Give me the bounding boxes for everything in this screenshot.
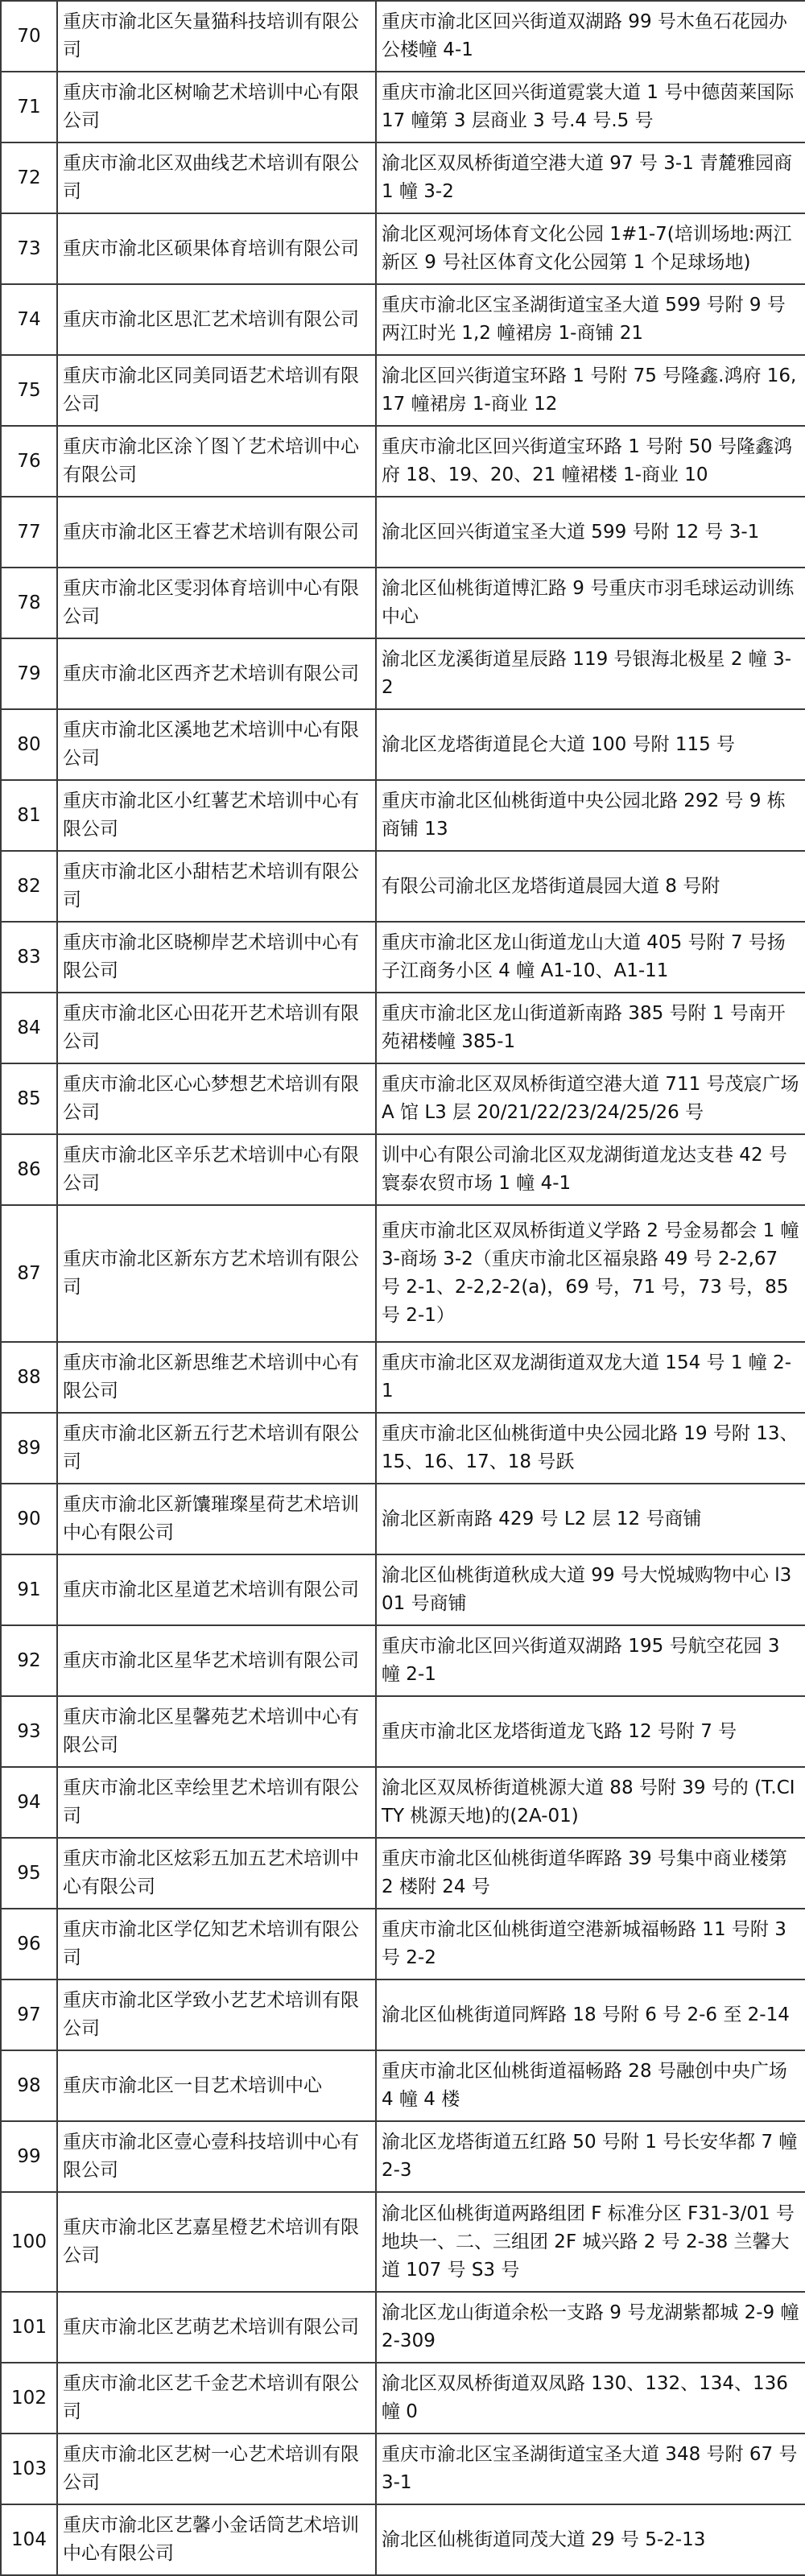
row-number: 100 (1, 2192, 57, 2292)
institution-name: 重庆市渝北区溪地艺术培训中心有限公司 (57, 709, 376, 780)
institution-address: 重庆市渝北区龙山街道龙山大道 405 号附 7 号扬子江商务小区 4 幢 A1-10、A1-11 (376, 922, 805, 993)
institution-name: 重庆市渝北区同美同语艺术培训有限公司 (57, 355, 376, 426)
institution-address: 渝北区龙塔街道五红路 50 号附 1 号长安华都 7 幢 2-3 (376, 2121, 805, 2192)
institution-name: 重庆市渝北区学亿知艺术培训有限公司 (57, 1909, 376, 1979)
row-number: 82 (1, 851, 57, 922)
table-row (1, 2504, 805, 2575)
table-row (1, 1413, 805, 1484)
table-row (1, 2050, 805, 2121)
institution-name: 重庆市渝北区新馕璀璨星荷艺术培训中心有限公司 (57, 1484, 376, 1554)
table-row (1, 780, 805, 851)
row-number: 101 (1, 2292, 57, 2363)
institution-name: 重庆市渝北区壹心壹科技培训中心有限公司 (57, 2121, 376, 2192)
row-number: 71 (1, 72, 57, 142)
table-row (1, 1979, 805, 2050)
row-number: 86 (1, 1134, 57, 1205)
institution-address: 重庆市渝北区龙塔街道龙飞路 12 号附 7 号 (376, 1696, 805, 1767)
institution-name: 重庆市渝北区心心梦想艺术培训有限公司 (57, 1063, 376, 1134)
table-row (1, 709, 805, 780)
institution-address: 重庆市渝北区回兴街道双湖路 99 号木鱼石花园办公楼幢 4-1 (376, 1, 805, 72)
institution-name: 重庆市渝北区幸绘里艺术培训有限公司 (57, 1767, 376, 1838)
row-number: 102 (1, 2363, 57, 2434)
institution-address: 渝北区仙桃街道两路组团 F 标准分区 F31-3/01 号地块一、二、三组团 2F 城兴路 2 号 2-38 兰馨大道 107 号 S3 号 (376, 2192, 805, 2292)
row-number: 79 (1, 638, 57, 709)
institution-name: 重庆市渝北区思汇艺术培训有限公司 (57, 284, 376, 355)
institution-name: 重庆市渝北区艺千金艺术培训有限公司 (57, 2363, 376, 2434)
institution-address: 训中心有限公司渝北区双龙湖街道龙达支巷 42 号寰泰农贸市场 1 幢 4-1 (376, 1134, 805, 1205)
row-number: 92 (1, 1625, 57, 1696)
table-row (1, 851, 805, 922)
row-number: 76 (1, 426, 57, 497)
institution-name: 重庆市渝北区双曲线艺术培训有限公司 (57, 142, 376, 213)
row-number: 95 (1, 1838, 57, 1909)
table-row (1, 638, 805, 709)
institution-name: 重庆市渝北区西齐艺术培训有限公司 (57, 638, 376, 709)
institution-address: 渝北区龙山街道余松一支路 9 号龙湖紫都城 2-9 幢 2-309 (376, 2292, 805, 2363)
table-row (1, 497, 805, 568)
table-row (1, 2192, 805, 2292)
table-row (1, 2363, 805, 2434)
institution-name: 重庆市渝北区艺馨小金话筒艺术培训中心有限公司 (57, 2504, 376, 2575)
institution-address: 渝北区双凤桥街道双凤路 130、132、134、136 幢 0 (376, 2363, 805, 2434)
institution-address: 渝北区观河场体育文化公园 1#1-7(培训场地:两江新区 9 号社区体育文化公园第 1 个足球场地) (376, 213, 805, 284)
institution-address: 渝北区双凤桥街道空港大道 97 号 3-1 青麓雅园商 1 幢 3-2 (376, 142, 805, 213)
table-row (1, 1, 805, 72)
institution-name: 重庆市渝北区艺树一心艺术培训有限公司 (57, 2434, 376, 2504)
institution-name: 重庆市渝北区雯羽体育培训中心有限公司 (57, 568, 376, 638)
table-row (1, 72, 805, 142)
table-row (1, 1838, 805, 1909)
table-row (1, 568, 805, 638)
institution-name: 重庆市渝北区学致小艺艺术培训有限公司 (57, 1979, 376, 2050)
institution-name: 重庆市渝北区新思维艺术培训中心有限公司 (57, 1342, 376, 1413)
institution-address: 渝北区双凤桥街道桃源大道 88 号附 39 号的 (T.CITY 桃源天地)的(2A-01) (376, 1767, 805, 1838)
institution-address: 渝北区仙桃街道博汇路 9 号重庆市羽毛球运动训练中心 (376, 568, 805, 638)
institution-address: 重庆市渝北区双龙湖街道双龙大道 154 号 1 幢 2-1 (376, 1342, 805, 1413)
institution-name: 重庆市渝北区树喻艺术培训中心有限公司 (57, 72, 376, 142)
row-number: 85 (1, 1063, 57, 1134)
institution-address: 渝北区龙塔街道昆仑大道 100 号附 115 号 (376, 709, 805, 780)
institution-name: 重庆市渝北区王睿艺术培训有限公司 (57, 497, 376, 568)
row-number: 81 (1, 780, 57, 851)
institution-name: 重庆市渝北区星馨苑艺术培训中心有限公司 (57, 1696, 376, 1767)
row-number: 72 (1, 142, 57, 213)
row-number: 88 (1, 1342, 57, 1413)
institution-name: 重庆市渝北区矢量猫科技培训有限公司 (57, 1, 376, 72)
institution-address: 重庆市渝北区回兴街道双湖路 195 号航空花园 3 幢 2-1 (376, 1625, 805, 1696)
institution-name: 重庆市渝北区新五行艺术培训有限公司 (57, 1413, 376, 1484)
institution-address: 渝北区仙桃街道同辉路 18 号附 6 号 2-6 至 2-14 (376, 1979, 805, 2050)
row-number: 97 (1, 1979, 57, 2050)
table-row (1, 1696, 805, 1767)
institution-address: 重庆市渝北区宝圣湖街道宝圣大道 599 号附 9 号两江时光 1,2 幢裙房 1-商铺 21 (376, 284, 805, 355)
table-row (1, 1063, 805, 1134)
row-number: 98 (1, 2050, 57, 2121)
row-number: 91 (1, 1554, 57, 1625)
institution-name: 重庆市渝北区辛乐艺术培训中心有限公司 (57, 1134, 376, 1205)
institution-name: 重庆市渝北区星华艺术培训有限公司 (57, 1625, 376, 1696)
table-row (1, 1484, 805, 1554)
table-row (1, 2434, 805, 2504)
row-number: 83 (1, 922, 57, 993)
row-number: 73 (1, 213, 57, 284)
institution-address: 重庆市渝北区仙桃街道空港新城福畅路 11 号附 3 号 2-2 (376, 1909, 805, 1979)
table-row (1, 213, 805, 284)
institution-name: 重庆市渝北区硕果体育培训有限公司 (57, 213, 376, 284)
table-row (1, 1909, 805, 1979)
institution-name: 重庆市渝北区新东方艺术培训有限公司 (57, 1205, 376, 1342)
institution-address: 渝北区仙桃街道秋成大道 99 号大悦城购物中心 l301 号商铺 (376, 1554, 805, 1625)
table-row (1, 426, 805, 497)
institution-address: 重庆市渝北区仙桃街道福畅路 28 号融创中央广场 4 幢 4 楼 (376, 2050, 805, 2121)
table-row (1, 1554, 805, 1625)
row-number: 94 (1, 1767, 57, 1838)
institution-address: 重庆市渝北区龙山街道新南路 385 号附 1 号南开苑裙楼幢 385-1 (376, 993, 805, 1063)
institution-address: 渝北区新南路 429 号 L2 层 12 号商铺 (376, 1484, 805, 1554)
table-row (1, 922, 805, 993)
row-number: 77 (1, 497, 57, 568)
table-row (1, 284, 805, 355)
institution-name: 重庆市渝北区艺萌艺术培训有限公司 (57, 2292, 376, 2363)
institution-address: 有限公司渝北区龙塔街道晨园大道 8 号附 (376, 851, 805, 922)
institution-address: 重庆市渝北区仙桃街道华晖路 39 号集中商业楼第 2 楼附 24 号 (376, 1838, 805, 1909)
table-row (1, 1342, 805, 1413)
row-number: 84 (1, 993, 57, 1063)
row-number: 89 (1, 1413, 57, 1484)
row-number: 103 (1, 2434, 57, 2504)
table-row (1, 142, 805, 213)
table-row (1, 2292, 805, 2363)
institution-name: 重庆市渝北区涂丫图丫艺术培训中心有限公司 (57, 426, 376, 497)
institution-name: 重庆市渝北区星道艺术培训有限公司 (57, 1554, 376, 1625)
institution-address: 重庆市渝北区仙桃街道中央公园北路 19 号附 13、15、16、17、18 号跃 (376, 1413, 805, 1484)
table-row (1, 1134, 805, 1205)
institution-address: 渝北区回兴街道宝环路 1 号附 75 号隆鑫.鸿府 16,17 幢裙房 1-商业 12 (376, 355, 805, 426)
institution-address: 重庆市渝北区双凤桥街道空港大道 711 号茂宸广场 A 馆 L3 层 20/21/22/23/24/25/26 号 (376, 1063, 805, 1134)
institution-name: 重庆市渝北区炫彩五加五艺术培训中心有限公司 (57, 1838, 376, 1909)
row-number: 78 (1, 568, 57, 638)
institution-address: 渝北区回兴街道宝圣大道 599 号附 12 号 3-1 (376, 497, 805, 568)
table-row (1, 993, 805, 1063)
institution-name: 重庆市渝北区艺嘉星橙艺术培训有限公司 (57, 2192, 376, 2292)
row-number: 93 (1, 1696, 57, 1767)
row-number: 75 (1, 355, 57, 426)
institution-name: 重庆市渝北区晓柳岸艺术培训中心有限公司 (57, 922, 376, 993)
institution-address: 渝北区仙桃街道同茂大道 29 号 5-2-13 (376, 2504, 805, 2575)
table-row (1, 1205, 805, 1342)
row-number: 80 (1, 709, 57, 780)
row-number: 99 (1, 2121, 57, 2192)
table-row (1, 1625, 805, 1696)
institution-address: 重庆市渝北区仙桃街道中央公园北路 292 号 9 栋商铺 13 (376, 780, 805, 851)
institution-address: 重庆市渝北区回兴街道霓裳大道 1 号中德茵莱国际 17 幢第 3 层商业 3 号.4 号.5 号 (376, 72, 805, 142)
row-number: 104 (1, 2504, 57, 2575)
institution-name: 重庆市渝北区小红薯艺术培训中心有限公司 (57, 780, 376, 851)
table-row (1, 355, 805, 426)
row-number: 70 (1, 1, 57, 72)
row-number: 96 (1, 1909, 57, 1979)
institution-address: 渝北区龙溪街道星辰路 119 号银海北极星 2 幢 3-2 (376, 638, 805, 709)
row-number: 74 (1, 284, 57, 355)
table-row (1, 2121, 805, 2192)
institution-name: 重庆市渝北区小甜桔艺术培训有限公司 (57, 851, 376, 922)
institution-address: 重庆市渝北区宝圣湖街道宝圣大道 348 号附 67 号 3-1 (376, 2434, 805, 2504)
institution-address: 重庆市渝北区双凤桥街道义学路 2 号金易都会 1 幢 3-商场 3-2（重庆市渝北区福泉路 49 号 2-2,67 号 2-1、2-2,2-2(a)，69 号，71 号，73 号，85 号 2-1） (376, 1205, 805, 1342)
row-number: 90 (1, 1484, 57, 1554)
table-row (1, 1767, 805, 1838)
table-body (1, 1, 805, 2575)
row-number: 87 (1, 1205, 57, 1342)
institution-name: 重庆市渝北区一目艺术培训中心 (57, 2050, 376, 2121)
institution-address: 重庆市渝北区回兴街道宝环路 1 号附 50 号隆鑫鸿府 18、19、20、21 幢裙楼 1-商业 10 (376, 426, 805, 497)
institution-name: 重庆市渝北区心田花开艺术培训有限公司 (57, 993, 376, 1063)
